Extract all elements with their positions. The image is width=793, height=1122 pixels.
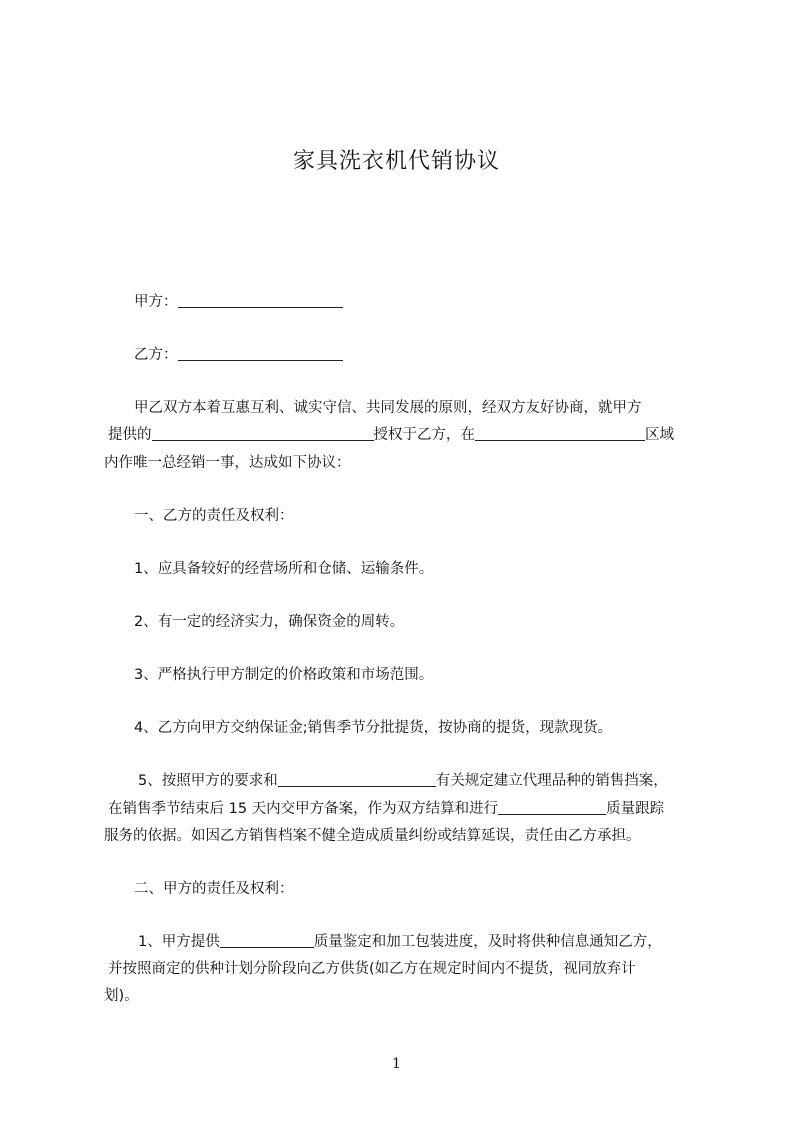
section-2-item-1-line-2: 并按照商定的供种计划分阶段向乙方供货(如乙方在规定时间内不提货，视同放弃计 xyxy=(108,961,636,977)
party-b-label: 乙方： xyxy=(134,347,178,363)
quality-blank xyxy=(498,799,606,815)
party-a-blank xyxy=(178,292,343,308)
section-1-item-5-line-3: 服务的依据。如因乙方销售档案不健全造成质量纠纷或结算延误，责任由乙方承担。 xyxy=(104,828,641,844)
region-blank xyxy=(475,425,645,441)
party-b-line xyxy=(134,345,734,365)
supply-blank xyxy=(220,932,314,948)
section-1-item-1: 1、应具备较好的经营场所和仓储、运输条件。 xyxy=(134,561,434,577)
section-2-item-1-line-1: 1、甲方提供 质量鉴定和加工包装进度，及时将供种信息通知乙方， xyxy=(138,934,662,950)
product-blank xyxy=(152,425,374,441)
intro-line-3: 内作唯一总经销一事，达成如下协议： xyxy=(104,455,351,471)
section-1-item-4: 4、乙方向甲方交纳保证金;销售季节分批提货，按协商的提货，现款现货。 xyxy=(134,720,613,736)
section-1-item-5-line-1: 5、按照甲方的要求和 有关规定建立代理品种的销售挡案， xyxy=(138,773,668,789)
section-2-heading: 二、甲方的责任及权利： xyxy=(134,881,294,897)
intro-line-1: 甲乙双方本着互惠互利、诚实守信、共同发展的原则，经双方友好协商，就甲方 xyxy=(134,400,642,416)
intro-line-2: 提供的 授权于乙方，在 区域 xyxy=(108,427,674,443)
party-a-label: 甲方： xyxy=(134,294,178,310)
section-2-item-1-line-3: 划)。 xyxy=(104,988,139,1004)
section-1-item-2: 2、有一定的经济实力，确保资金的周转。 xyxy=(134,614,405,630)
section-1-heading: 一、乙方的责任及权利： xyxy=(134,508,294,524)
document-title: 家具洗衣机代销协议 xyxy=(292,149,500,174)
section-1-item-3: 3、严格执行甲方制定的价格政策和市场范围。 xyxy=(134,667,434,683)
party-a-line xyxy=(134,292,734,312)
page-number: 1 xyxy=(392,1056,401,1072)
party-b-blank xyxy=(178,345,343,361)
section-1-item-5-line-2: 在销售季节结束后 15 天内交甲方备案，作为双方结算和进行 质量跟踪 xyxy=(108,801,665,817)
regulation-blank xyxy=(278,771,436,787)
